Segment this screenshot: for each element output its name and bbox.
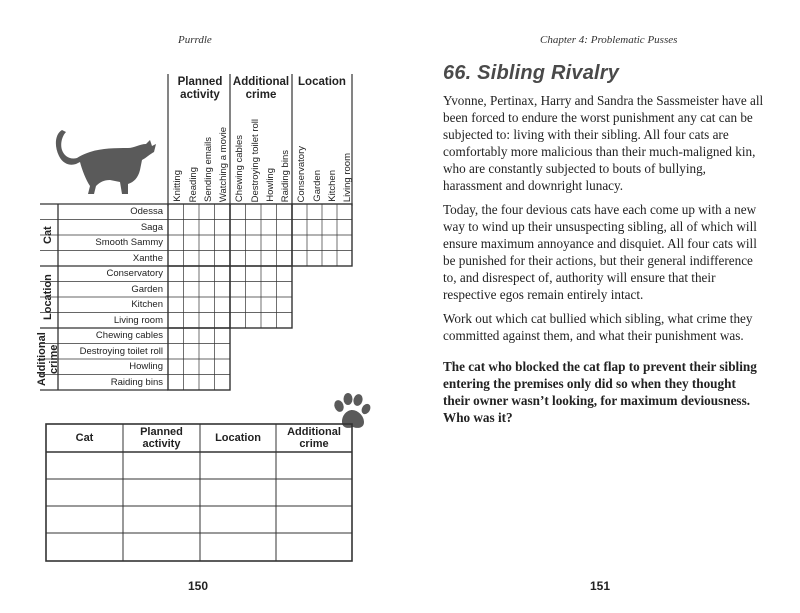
col-label: Raiding bins bbox=[280, 149, 291, 202]
col-label: Knitting bbox=[172, 170, 183, 202]
right-page-number: 151 bbox=[590, 579, 611, 593]
puzzle-title: 66. Sibling Rivalry bbox=[443, 62, 620, 84]
solution-header-location: Location bbox=[215, 432, 261, 444]
col-label: Kitchen bbox=[327, 170, 338, 202]
row-label: Odessa bbox=[130, 206, 163, 217]
row-group-cat: Cat bbox=[42, 226, 54, 244]
col-label: Chewing cables bbox=[234, 134, 245, 202]
row-label: Chewing cables bbox=[95, 330, 163, 341]
row-label: Destroying toilet roll bbox=[79, 345, 163, 357]
solution-header-additional-crime: Additional crime bbox=[287, 426, 341, 450]
col-group-planned-activity: Planned activity bbox=[177, 76, 223, 101]
right-running-head: Chapter 4: Problematic Pusses bbox=[540, 34, 678, 46]
row-label: Raiding bins bbox=[110, 376, 163, 388]
row-label: Living room bbox=[113, 314, 163, 326]
col-label: Destroying toilet roll bbox=[250, 118, 261, 202]
left-page-number: 150 bbox=[188, 579, 209, 593]
solution-header-planned-activity: Planned activity bbox=[140, 426, 183, 450]
setup-paragraph: Today, the four devious cats have each come up with a new way to wind up their unsuspecting sibling, all of which will ensure maximum annoyance and disquiet. All four cats will be punished for their actions, but their general indifference to, and disrespect of, authority will ensure that their respective egos remain entirely intact. bbox=[443, 202, 757, 302]
col-group-location: Location bbox=[298, 76, 346, 88]
solution-header-cat: Cat bbox=[75, 432, 94, 444]
col-group-additional-crime: Additional crime bbox=[232, 76, 290, 101]
logic-grid[interactable] bbox=[36, 200, 360, 394]
intro-paragraph: Yvonne, Pertinax, Harry and Sandra the Sassmeister have all been forced to endure the worst punishment any cat can be subjected to: living with their sibling. All four cats are comfortably more malicious than their much-maligned kin, who are constantly subjected to bouts of bullying, harassment and downright lunacy. bbox=[443, 93, 764, 193]
col-label: Living room bbox=[342, 152, 353, 202]
col-label: Conservatory bbox=[296, 145, 307, 202]
row-label: Saga bbox=[140, 221, 163, 233]
col-label: Garden bbox=[312, 170, 323, 202]
col-label: Reading bbox=[188, 166, 199, 202]
left-running-head: Purrdle bbox=[178, 34, 212, 46]
row-label: Conservatory bbox=[106, 268, 163, 279]
task-paragraph: Work out which cat bullied which sibling, what crime they committed against them, and what their punishment was. bbox=[443, 311, 753, 343]
row-group-additional-crime: Additional crime bbox=[36, 332, 60, 386]
row-label: Xanthe bbox=[132, 252, 163, 264]
row-group-location: Location bbox=[42, 274, 54, 320]
clue-paragraph: The cat who blocked the cat flap to prevent their sibling entering the premises only did so when they thought their owner wasn’t looking, for maximum deviousness. Who was it? bbox=[443, 359, 757, 425]
col-label: Sending emails bbox=[203, 137, 214, 202]
row-label: Smooth Sammy bbox=[95, 237, 163, 248]
row-label: Kitchen bbox=[131, 299, 163, 310]
cat-silhouette-icon bbox=[50, 124, 160, 196]
col-label: Howling bbox=[265, 168, 276, 202]
row-label: Howling bbox=[129, 361, 163, 372]
row-label: Garden bbox=[131, 283, 163, 295]
col-label: Watching a movie bbox=[218, 126, 229, 202]
